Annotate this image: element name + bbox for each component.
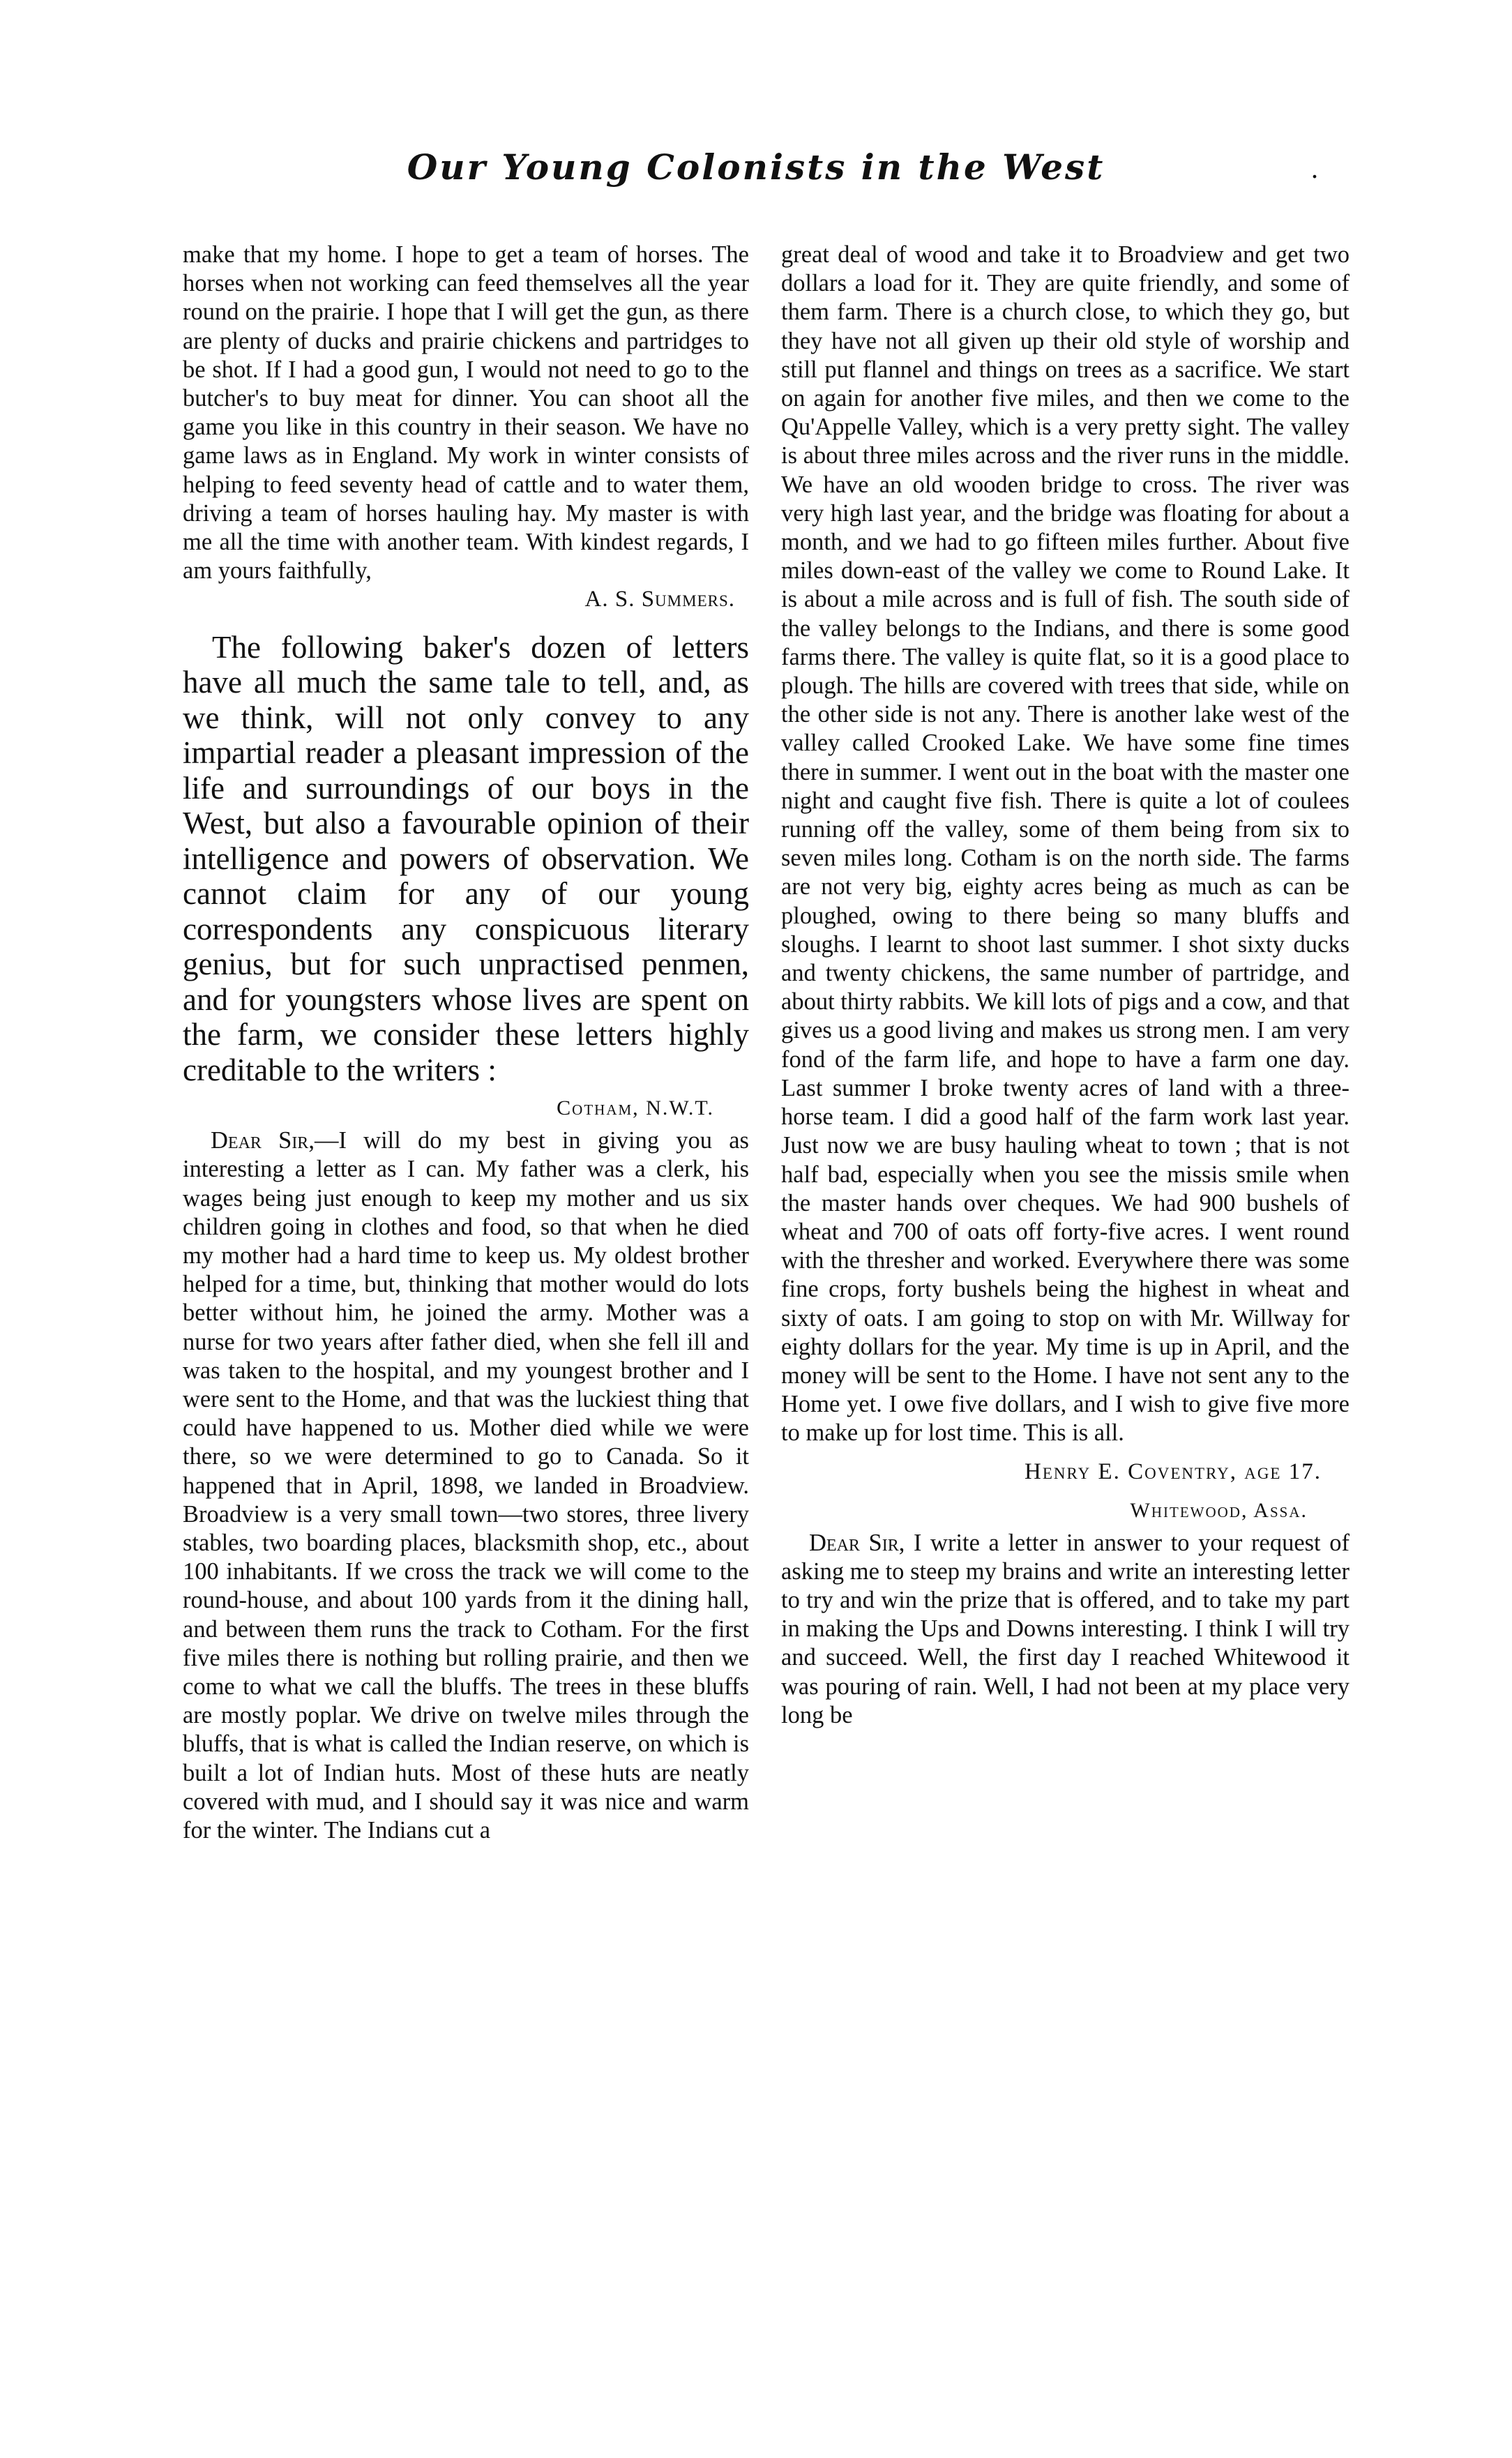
right-column <box>781 241 1350 2340</box>
salutation-coventry: Dear Sir, <box>211 1127 315 1154</box>
signature-summers <box>183 585 749 614</box>
place-cotham-text: Cotham, N.W.T. <box>557 1096 714 1120</box>
place-cotham <box>183 1094 749 1122</box>
letter-coventry-body: —I will do my best in giving you as interesting a letter as I can. My father was a clerk, his wages being just enough to keep my mother and us six children going in clothes and food, so that when he died my mother had a hard time to keep us. My oldest brother helped for a time, but, thinking that mother would do lots better without him, he joined the army. Mother was a nurse for two years after father died, when she fell ill and was taken to the hospital, and my youngest brother and I were sent to the Home, and that was the luckiest thing that could have happened to us. Mother died while we were there, so we were determined to go to Canada. So it happened that in April, 1898, we landed in Broadview. Broadview is a very small town—two stores, three livery stables, two boarding places, blacksmith shop, etc., about 100 inhabitants. If we cross the track we will come to the round-house, and about 100 yards from it the dining hall, and between them runs the track to Cotham. For the first five miles there is nothing but rolling prairie, and then we come to what we call the bluffs. The trees in these bluffs are mostly poplar. We drive on twelve miles through the bluffs, that is what is called the Indian reserve, on which is built a lot of Indian huts. Most of these huts are neatly covered with mud, and I should say it was nice and warm for the winter. The Indians cut a <box>183 1127 749 1844</box>
left-column <box>183 241 749 2340</box>
letter-whitewood-body: I write a letter in answer to your request of asking me to steep my brains and write an interesting letter to try and win the prize that is offered, and to take my part in making the Ups and Downs interesting. I think I will try and succeed. Well, the first day I reached Whitewood it was pouring of rain. Well, I had not been at my place very long be <box>781 1529 1350 1728</box>
place-whitewood-text: Whitewood, Assa. <box>1130 1498 1308 1522</box>
letter-continuation: make that my home. I hope to get a team of horses. The horses when not working can feed themselves all the year round on the prairie. I hope that I will get the gun, as there are plenty of ducks and prairie chickens and partridges to be shot. If I had a good gun, I would not need to go to the butcher's to buy meat for dinner. You can shoot all the game you like in this country in their season. We have no game laws as in England. My work in winter consists of helping to feed seventy head of cattle and to water them, driving a team of horses hauling hay. My master is with me all the time with another team. With kindest regards, I am yours faithfully, <box>183 241 749 585</box>
letter-coventry-start <box>183 1126 749 1845</box>
signature-coventry-text: Henry E. Coventry, age 17. <box>1025 1458 1322 1484</box>
letter-whitewood-start <box>781 1529 1350 1730</box>
signature-summers-text: A. S. Summers. <box>584 587 735 612</box>
salutation-whitewood: Dear Sir, <box>809 1529 905 1556</box>
header-mark: . <box>1311 153 1318 184</box>
signature-coventry <box>781 1456 1350 1487</box>
place-whitewood <box>781 1497 1350 1525</box>
letter-coventry-continuation: great deal of wood and take it to Broadview and get two dollars a load for it. They are quite friendly, and some of them farm. There is a church close, to which they go, but they have not all given up their old style of worship and still put flannel and things on trees as a sacrifice. We start on again for another five miles, and then we come to the Qu'Appelle Valley, which is a very pretty sight. The valley is about three miles across and the river runs in the middle. We have an old wooden bridge to cross. The river was very high last year, and the bridge was floating for about a month, and we had to go fifteen miles further. About five miles down-east of the valley we come to Round Lake. It is about a mile across and is full of fish. The south side of the valley belongs to the Indians, and there is some good farms there. The valley is quite flat, so it is a good place to plough. The hills are covered with trees that side, while on the other side is not any. There is another lake west of the valley called Crooked Lake. We have some fine times there in summer. I went out in the boat with the master one night and caught five fish. There is quite a lot of coulees running off the valley, some of them being from six to seven miles long. Cotham is on the north side. The farms are not very big, eighty acres being as much as can be ploughed, owing to there being so many bluffs and sloughs. I learnt to shoot last summer. I shot sixty ducks and twenty chickens, the same number of partridge, and about thirty rabbits. We kill lots of pigs and a cow, and that gives us a good living and makes us strong men. I am very fond of the farm life, and hope to have a farm one day. Last summer I broke twenty acres of land with a three-horse team. I did a good half of the farm work last year. Just now we are busy hauling wheat to town ; that is not half bad, especially when you see the missis smile when the master hands over cheques. We had 900 bushels of wheat and 700 of oats off forty-five acres. I went round with the thresher and worked. Everywhere there was some fine crops, forty bushels being the highest in wheat and sixty of oats. I am going to stop on with Mr. Willway for eighty dollars for the year. My time is up in April, and the money will be sent to the Home. I have not sent any to the Home yet. I owe five dollars, and I wish to give five more to make up for lost time. This is all. <box>781 241 1350 1447</box>
running-header: Our Young Colonists in the West <box>407 146 1105 188</box>
editorial-intro: The following baker's dozen of letters have all much the same tale to tell, and, as we think, will not only convey to any impartial reader a pleasant impression of the life and surroundings of our boys in the West, but also a favourable opinion of their intelligence and powers of observation. We cannot claim for any of our young correspondents any conspicuous literary genius, but for such unpractised penmen, and for youngsters whose lives are spent on the farm, we consider these letters highly creditable to the writers : <box>183 629 749 1087</box>
